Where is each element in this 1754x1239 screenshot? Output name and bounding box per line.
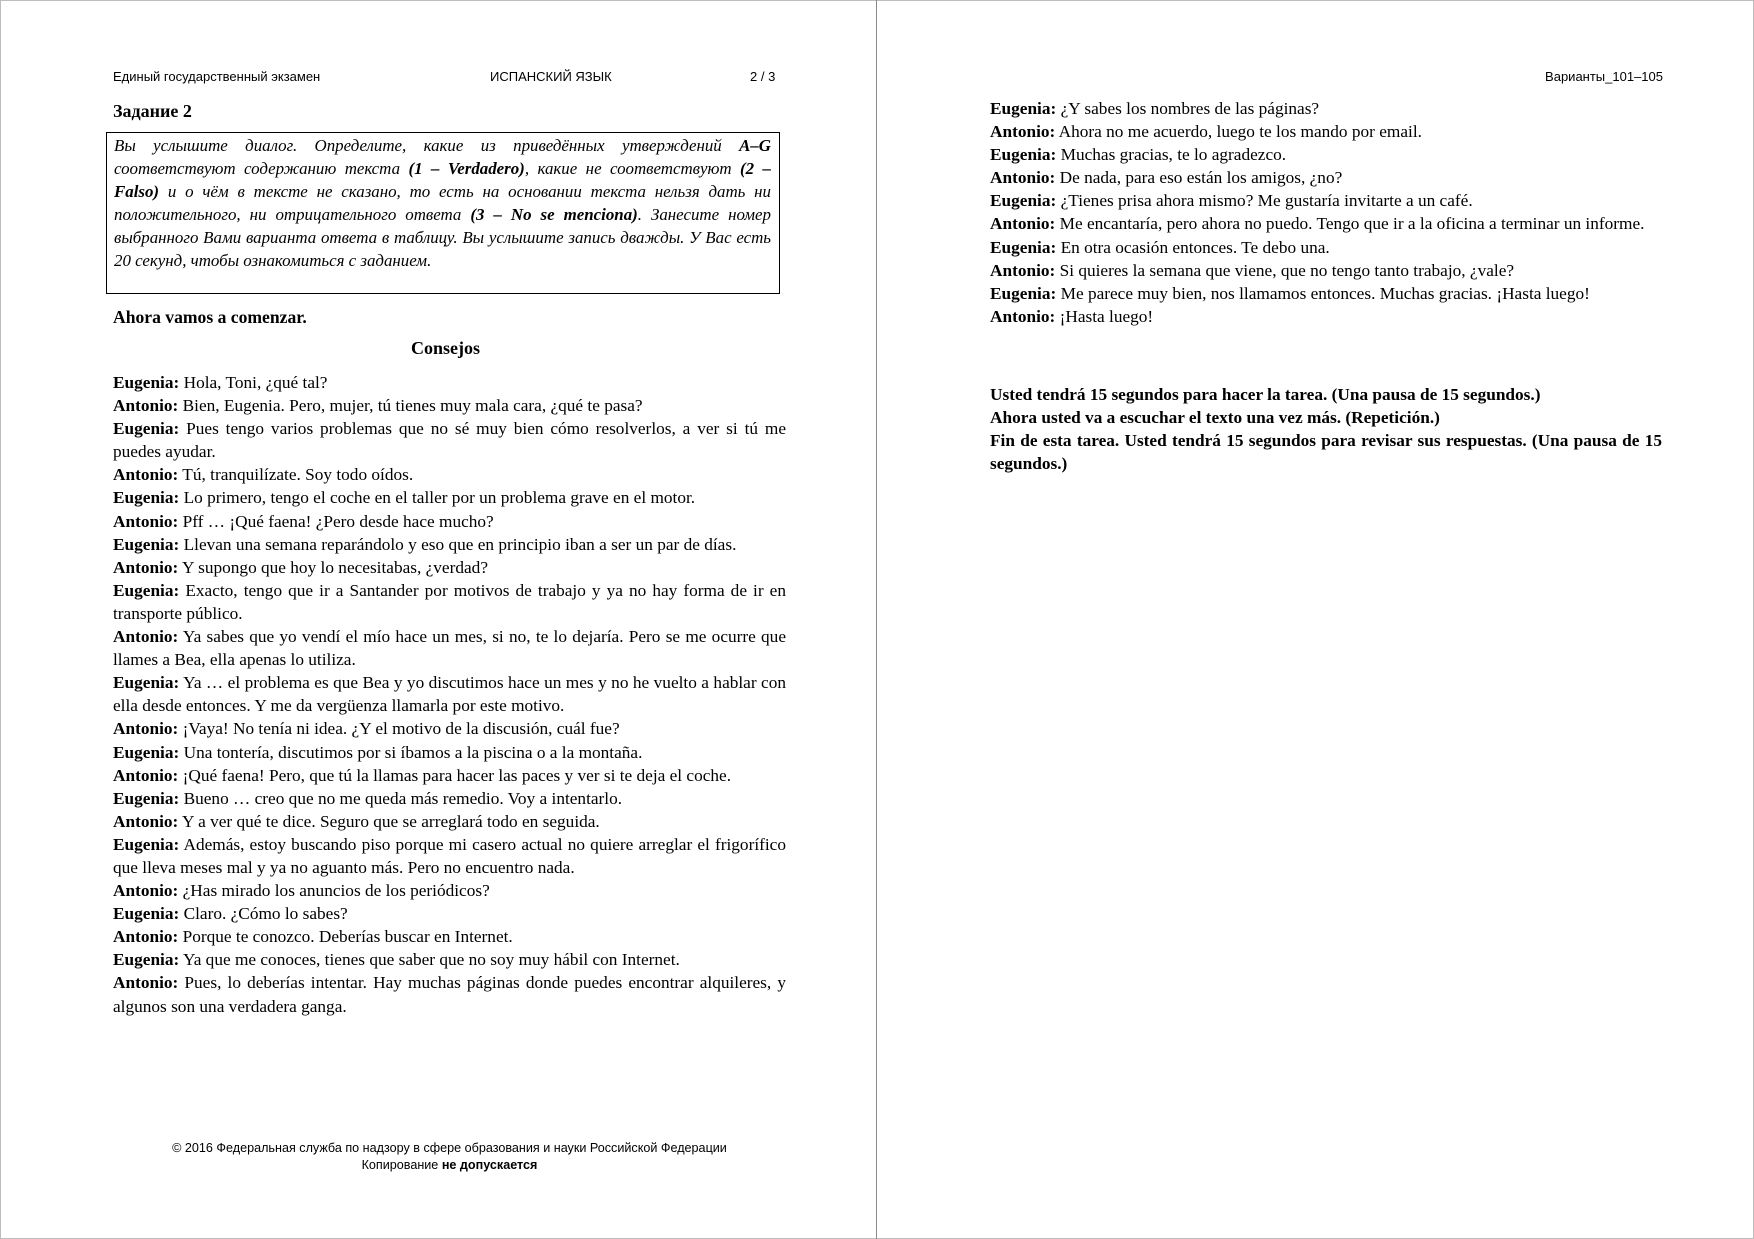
copyright-footer [113,1140,786,1174]
line-text: ¿Tienes prisa ahora mismo? Me gustaría invitarte a un café. [1056,191,1473,211]
line-text: Me parece muy bien, nos llamamos entonces. Muchas gracias. ¡Hasta luego! [1056,283,1590,303]
line-text: Pues, lo deberías intentar. Hay muchas páginas donde puedes encontrar alquileres, y algunos son una verdadera ganga. [113,973,786,1016]
line-text: Además, estoy buscando piso porque mi casero actual no quiere arreglar el frigorífico que lleva meses mal y ya no aguanto más. Pero no encuentro nada. [113,834,786,877]
final-note: Usted tendrá 15 segundos para hacer la tarea. (Una pausa de 15 segundos.) [990,385,1541,404]
speaker-name: Antonio: [990,260,1056,280]
speaker-name: Eugenia: [113,534,180,554]
speaker-name: Antonio: [990,214,1056,234]
speaker-name: Eugenia: [113,834,180,854]
speaker-name: Eugenia: [113,673,180,693]
speaker-name: Antonio: [113,973,179,993]
speaker-name: Eugenia: [113,580,180,600]
dialog-line [113,463,786,486]
copy-notice-bold: не допускается [441,1158,538,1172]
dialog-line [113,717,786,740]
speaker-name: Eugenia: [990,99,1057,118]
copyright-line: © 2016 Федеральная служба по надзору в сфере образования и науки Российской Федерации [172,1141,727,1155]
dialog-line [113,394,786,417]
speaker-name: Eugenia: [113,488,180,508]
instruction-text: , какие не соответствуют [524,159,741,178]
speaker-name: Antonio: [113,557,179,577]
speaker-name: Antonio: [990,168,1056,188]
instruction-text: . Занесите номер выбранного Вами варианта ответа в таблицу. Вы услышите запись дважды. У Вас есть 20 секунд, чтобы ознакомиться с заданием. [114,205,771,270]
line-text: Me encantaría, pero ahora no puedo. Tengo que ir a la oficina a terminar un informe. [1055,214,1645,234]
dialog-line [113,510,786,533]
dialog-line [113,902,786,925]
line-text: Bueno … creo que no me queda más remedio. Voy a intentarlo. [179,788,623,808]
line-text: Porque te conozco. Deberías buscar en Internet. [178,927,513,947]
instruction-emphasis: (2 – Falso) [114,159,772,201]
speaker-name: Antonio: [113,811,179,831]
line-text: En otra ocasión entonces. Te debo una. [1056,237,1330,257]
speaker-name: Eugenia: [990,191,1057,211]
line-text: Una tontería, discutimos por si íbamos a la piscina o a la montaña. [179,742,643,762]
line-text: Ya sabes que yo vendí el mío hace un mes, si no, te lo dejaría. Pero se me ocurre que llames a Bea, ella apenas lo utiliza. [113,627,786,670]
speaker-name: Eugenia: [113,742,180,762]
dialog-right-column [990,97,1662,328]
dialog-line [990,166,1662,189]
line-text: Y a ver qué te dice. Seguro que se arreglará todo en seguida. [178,811,600,831]
speaker-name: Eugenia: [990,145,1057,165]
dialog-line [113,879,786,902]
line-text: Tú, tranquilízate. Soy todo oídos. [178,465,414,485]
dialog-line [113,833,786,879]
instruction-text: Вы услышите диалог. Определите, какие из приведённых утверждений [114,136,740,155]
speaker-name: Antonio: [113,765,179,785]
dialog-line [113,533,786,556]
instruction-emphasis: (1 – Verdadero) [408,159,525,178]
instruction-emphasis: A–G [739,136,771,155]
speaker-name: Eugenia: [113,950,180,970]
line-text: ¡Hasta luego! [1055,306,1154,326]
header-page-number: 2 / 3 [750,69,776,84]
instruction-emphasis: (3 – No se menciona) [470,205,638,224]
dialog-line [113,417,786,463]
dialog-line [990,305,1662,328]
header-subject: ИСПАНСКИЙ ЯЗЫК [490,69,612,84]
dialog-line [113,741,786,764]
speaker-name: Eugenia: [113,788,180,808]
line-text: Exacto, tengo que ir a Santander por motivos de trabajo y ya no hay forma de ir en transporte público. [113,580,786,623]
line-text: Bien, Eugenia. Pero, mujer, tú tienes muy mala cara, ¿qué te pasa? [178,396,643,416]
dialog-line [990,120,1662,143]
line-text: Pues tengo varios problemas que no sé muy bien cómo resolverlos, a ver si tú me puedes ayudar. [113,419,786,462]
line-text: De nada, para eso están los amigos, ¿no? [1055,168,1343,188]
speaker-name: Antonio: [113,511,179,531]
line-text: Pff … ¡Qué faena! ¿Pero desde hace mucho? [178,511,494,531]
speaker-name: Eugenia: [990,283,1057,303]
dialog-line [113,810,786,833]
dialog-line [113,787,786,810]
speaker-name: Antonio: [113,396,179,416]
copy-notice [113,1157,786,1174]
dialog-line [990,282,1662,305]
final-note: Fin de esta tarea. Usted tendrá 15 segundos para revisar sus respuestas. (Una pausa de 15 segundos.) [990,431,1662,474]
line-text: ¡Vaya! No tenía ni idea. ¿Y el motivo de la discusión, cuál fue? [178,719,620,739]
speaker-name: Antonio: [113,465,179,485]
copy-notice-prefix: Копирование [361,1158,442,1172]
dialog-line [113,486,786,509]
dialog-line [113,625,786,671]
dialog-left-column [113,371,786,1018]
line-text: Ya que me conoces, tienes que saber que no soy muy hábil con Internet. [179,950,680,970]
dialog-line [113,764,786,787]
speaker-name: Antonio: [113,881,179,901]
line-text: Llevan una semana reparándolo y eso que en principio iban a ser un par de días. [179,534,737,554]
speaker-name: Eugenia: [113,904,180,924]
speaker-name: Eugenia: [113,419,180,439]
dialog-line [113,971,786,1017]
line-text: Si quieres la semana que viene, que no tengo tanto trabajo, ¿vale? [1055,260,1515,280]
dialog-line [990,189,1662,212]
line-text: ¡Qué faena! Pero, que tú la llamas para hacer las paces y ver si te deja el coche. [178,765,732,785]
dialog-line [113,948,786,971]
header-variants: Варианты_101–105 [1545,69,1663,84]
dialog-line [990,259,1662,282]
speaker-name: Antonio: [113,719,179,739]
instruction-text: соответствуют содержанию текста [114,159,409,178]
final-note: Ahora usted va a escuchar el texto una vez más. (Repetición.) [990,408,1440,428]
speaker-name: Eugenia: [990,237,1057,257]
start-phrase: Ahora vamos a comenzar. [113,307,307,327]
speaker-name: Antonio: [990,306,1056,326]
line-text: Claro. ¿Cómo lo sabes? [179,904,348,924]
line-text: Ahora no me acuerdo, luego te los mando por email. [1055,122,1422,142]
dialog-line [990,212,1662,235]
dialog-line [113,556,786,579]
dialog-line [113,925,786,948]
speaker-name: Antonio: [113,627,179,647]
dialog-line [113,579,786,625]
line-text: Muchas gracias, te lo agradezco. [1056,145,1287,165]
header-exam-name: Единый государственный экзамен [113,69,321,84]
line-text: Y supongo que hoy lo necesitabas, ¿verdad? [178,557,488,577]
instruction-text: и о чём в тексте не сказано, то есть на основании текста нельзя дать ни положительного, ни отрицательного ответа [114,182,771,224]
line-text: Lo primero, tengo el coche en el taller por un problema grave en el motor. [179,488,696,508]
line-text: ¿Y sabes los nombres de las páginas? [1056,99,1320,118]
dialog-line [990,143,1662,166]
dialog-line [113,371,786,394]
task-title: Задание 2 [113,101,192,121]
speaker-name: Eugenia: [113,373,180,392]
dialog-line [990,97,1662,120]
line-text: Ya … el problema es que Bea y yo discutimos hace un mes y no he vuelto a hablar con ella desde entonces. Y me da vergüenza llamarla por este motivo. [113,673,786,716]
speaker-name: Antonio: [990,122,1056,142]
page-divider [876,0,877,1239]
dialog-line [990,236,1662,259]
dialog-line [113,671,786,717]
speaker-name: Antonio: [113,927,179,947]
final-notes [990,383,1662,475]
line-text: Hola, Toni, ¿qué tal? [179,373,328,392]
task-instruction-box [106,132,780,294]
line-text: ¿Has mirado los anuncios de los periódicos? [178,881,490,901]
dialog-title: Consejos [411,338,481,358]
